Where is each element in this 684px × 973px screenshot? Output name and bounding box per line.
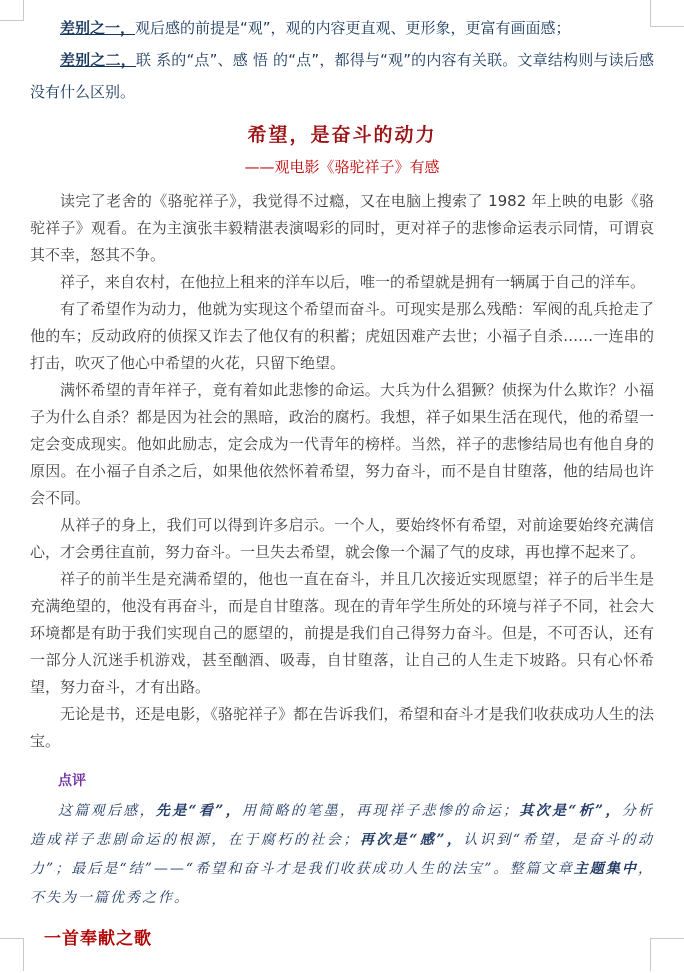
intro-paragraph-text: 观后感的前提是“观”，观的内容更直观、更形象，更富有画面感； [135,19,571,37]
review-heading: 点评 [58,773,86,789]
essay-paragraph: 祥子的前半生是充满希望的，他也一直在奋斗，并且几次接近实现愿望；祥子的后半生是充满绝望的，他没有再奋斗，而是自甘堕落。现在的青年学生所处的环境与祥子不同，社会大环境都是有助于我们实现自己的愿望的，前提是我们自己得努力奋斗。但是，不可否认，还有一部分人沉迷手机游戏，甚至酗酒、吸毒，自甘堕落，让自己的人生走下坡路。只有心怀希望，努力奋斗，才有出路。 [30,570,654,696]
essay-paragraph: 从祥子的身上，我们可以得到许多启示。一个人，要始终怀有希望，对前途要始终充满信心，才会勇往直前，努力奋斗。一旦失去希望，就会像一个漏了气的皮球，再也撑不起来了。 [30,516,654,561]
essay-body [30,188,654,755]
intro-paragraph [30,12,654,44]
review-segment: 这篇观后感， [58,803,156,819]
essay-paragraph: 读完了老舍的《骆驼祥子》，我觉得不过瘾，又在电脑上搜索了 1982 年上映的电影《骆驼祥子》观看。在为主演张丰毅精湛表演喝彩的同时，更对祥子的悲惨命运表示同情，可谓哀其不幸，怒其不争。 [30,192,654,264]
review-segment-bold: 其次是“析”， [519,803,622,819]
intro-paragraph-lead: 差别之二， [60,51,136,69]
intro-paragraph-lead: 差别之一， [60,19,136,37]
essay-title: 希望，是奋斗的动力 [247,124,437,146]
review-segment-bold: 主题集中 [573,861,638,877]
essay-paragraph: 有了希望作为动力，他就为实现这个希望而奋斗。可现实是那么残酷：军阀的乱兵抢走了他的车；反动政府的侦探又诈去了他仅有的积蓄；虎妞因难产去世；小福子自杀……一连串的打击，吹灭了他心中希望的火花，只留下绝望。 [30,300,654,372]
review-segment: 用简略的笔墨，再现祥子悲惨的命运； [241,803,520,819]
essay-subtitle: ——观电影《骆驼祥子》有感 [244,158,440,176]
review-segment-bold: 再次是“感”， [359,832,464,848]
essay-paragraph: 祥子，来自农村，在他拉上租来的洋车以后，唯一的希望就是拥有一辆属于自己的洋车。 [60,273,646,291]
review-segment: ，不失为一篇优秀之作。 [30,861,654,906]
essay-paragraph: 满怀希望的青年祥子，竟有着如此悲惨的命运。大兵为什么猖獗？侦探为什么欺诈？小福子为什么自杀？都是因为社会的黑暗，政治的腐朽。我想，祥子如果生活在现代，他的希望一定会变成现实。他如此励志，定会成为一代青年的榜样。当然，祥子的悲惨结局也有他自身的原因。在小福子自杀之后，如果他依然怀着希望，努力奋斗，而不是自甘堕落，他的结局也许会不同。 [30,381,654,507]
intro-section [30,12,654,108]
next-section-heading: 一首奉献之歌 [44,929,152,949]
review-paragraph [30,797,654,913]
intro-paragraph [30,44,654,108]
intro-paragraph-text: 联 系的“点”、感 悟 的“点”，都得与“观”的内容有关联。文章结构则与读后感没有什么区别。 [30,51,654,101]
review-segment: 认识到“希望，是奋斗的动力”；最后是“结”——“希望和奋斗才是我们收获成功人生的法宝”。整篇文章 [30,832,654,877]
review-segment-bold: 先是“看”， [155,803,242,819]
essay-paragraph: 无论是书，还是电影，《骆驼祥子》都在告诉我们，希望和奋斗才是我们收获成功人生的法宝。 [30,705,654,750]
review-segment: 分析造成祥子悲剧命运的根源，在于腐朽的社会； [30,803,655,848]
